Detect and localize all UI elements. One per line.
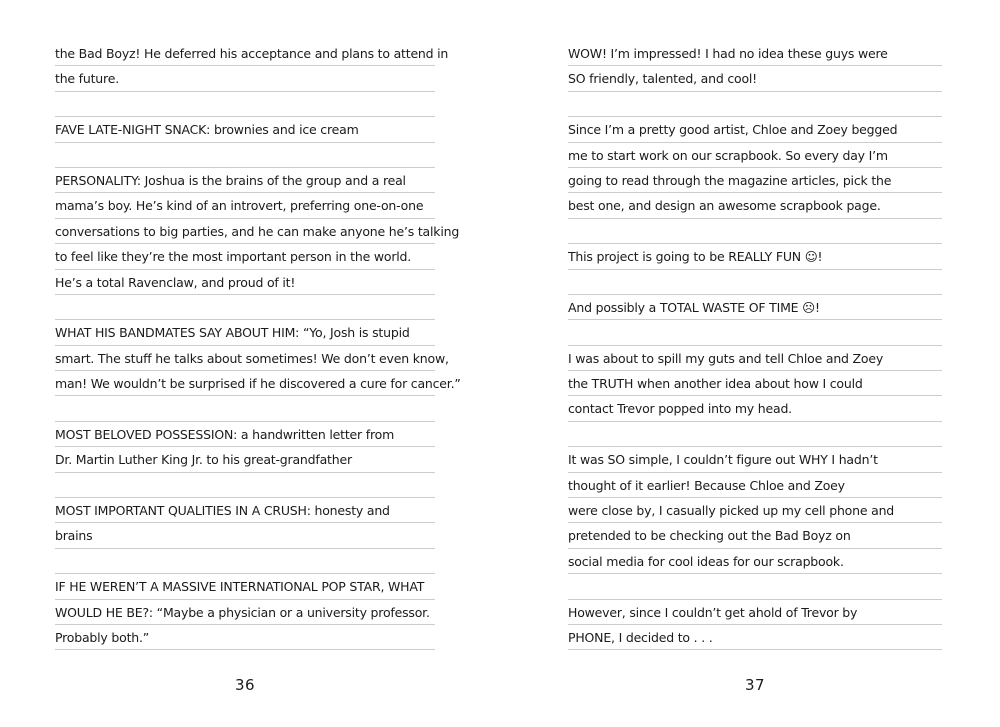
handwritten-text-line: the Bad Boyz! He deferred his acceptance and plans to attend in [55, 41, 435, 66]
handwritten-text-line: going to read through the magazine articles, pick the [568, 168, 942, 193]
handwritten-text-line: This project is going to be REALLY FUN ☺! [568, 244, 942, 269]
handwritten-text-line: to feel like they’re the most important person in the world. [55, 244, 435, 269]
blank-rule-line [55, 92, 435, 117]
left-page-text-block [55, 41, 461, 650]
handwritten-text-line: SO friendly, talented, and cool! [568, 66, 942, 91]
left-page [55, 41, 461, 695]
handwritten-text-line: the future. [55, 66, 435, 91]
handwritten-text-line: smart. The stuff he talks about sometimes! We don’t even know, [55, 346, 435, 371]
handwritten-text-line: IF HE WEREN’T A MASSIVE INTERNATIONAL POP STAR, WHAT [55, 574, 435, 599]
handwritten-text-line: WOULD HE BE?: “Maybe a physician or a university professor. [55, 600, 435, 625]
blank-rule-line [55, 473, 435, 498]
handwritten-text-line: best one, and design an awesome scrapbook page. [568, 193, 942, 218]
handwritten-text-line: MOST IMPORTANT QUALITIES IN A CRUSH: honesty and [55, 498, 435, 523]
handwritten-text-line: PERSONALITY: Joshua is the brains of the group and a real [55, 168, 435, 193]
blank-rule-line [568, 320, 942, 345]
handwritten-text-line: Since I’m a pretty good artist, Chloe and Zoey begged [568, 117, 942, 142]
handwritten-text-line: He’s a total Ravenclaw, and proud of it! [55, 270, 435, 295]
handwritten-text-line: social media for cool ideas for our scrapbook. [568, 549, 942, 574]
handwritten-text-line: mama’s boy. He’s kind of an introvert, preferring one-on-one [55, 193, 435, 218]
handwritten-text-line: thought of it earlier! Because Chloe and Zoey [568, 473, 942, 498]
right-page-text-block [568, 41, 942, 650]
handwritten-text-line: were close by, I casually picked up my cell phone and [568, 498, 942, 523]
handwritten-text-line: pretended to be checking out the Bad Boyz on [568, 523, 942, 548]
blank-rule-line [55, 143, 435, 168]
handwritten-text-line: WOW! I’m impressed! I had no idea these guys were [568, 41, 942, 66]
handwritten-text-line: the TRUTH when another idea about how I could [568, 371, 942, 396]
handwritten-text-line: Probably both.” [55, 625, 435, 650]
handwritten-text-line: contact Trevor popped into my head. [568, 396, 942, 421]
blank-rule-line [55, 549, 435, 574]
handwritten-text-line: brains [55, 523, 435, 548]
handwritten-text-line: Dr. Martin Luther King Jr. to his great-grandfather [55, 447, 435, 472]
blank-rule-line [55, 295, 435, 320]
blank-rule-line [568, 219, 942, 244]
handwritten-text-line: WHAT HIS BANDMATES SAY ABOUT HIM: “Yo, Josh is stupid [55, 320, 435, 345]
handwritten-text-line: man! We wouldn’t be surprised if he discovered a cure for cancer.” [55, 371, 435, 396]
handwritten-text-line: However, since I couldn’t get ahold of Trevor by [568, 600, 942, 625]
handwritten-text-line: me to start work on our scrapbook. So every day I’m [568, 143, 942, 168]
handwritten-text-line: It was SO simple, I couldn’t figure out WHY I hadn’t [568, 447, 942, 472]
left-page-number: 36 [234, 676, 256, 695]
blank-rule-line [568, 574, 942, 599]
right-page-number: 37 [744, 676, 766, 695]
blank-rule-line [55, 396, 435, 421]
blank-rule-line [568, 92, 942, 117]
handwritten-text-line: conversations to big parties, and he can make anyone he’s talking [55, 219, 435, 244]
blank-rule-line [568, 270, 942, 295]
handwritten-text-line: FAVE LATE-NIGHT SNACK: brownies and ice cream [55, 117, 435, 142]
right-page [568, 41, 942, 694]
handwritten-text-line: I was about to spill my guts and tell Chloe and Zoey [568, 346, 942, 371]
blank-rule-line [568, 422, 942, 447]
handwritten-text-line: MOST BELOVED POSSESSION: a handwritten letter from [55, 422, 435, 447]
handwritten-text-line: PHONE, I decided to . . . [568, 625, 942, 650]
handwritten-text-line: And possibly a TOTAL WASTE OF TIME ☹! [568, 295, 942, 320]
